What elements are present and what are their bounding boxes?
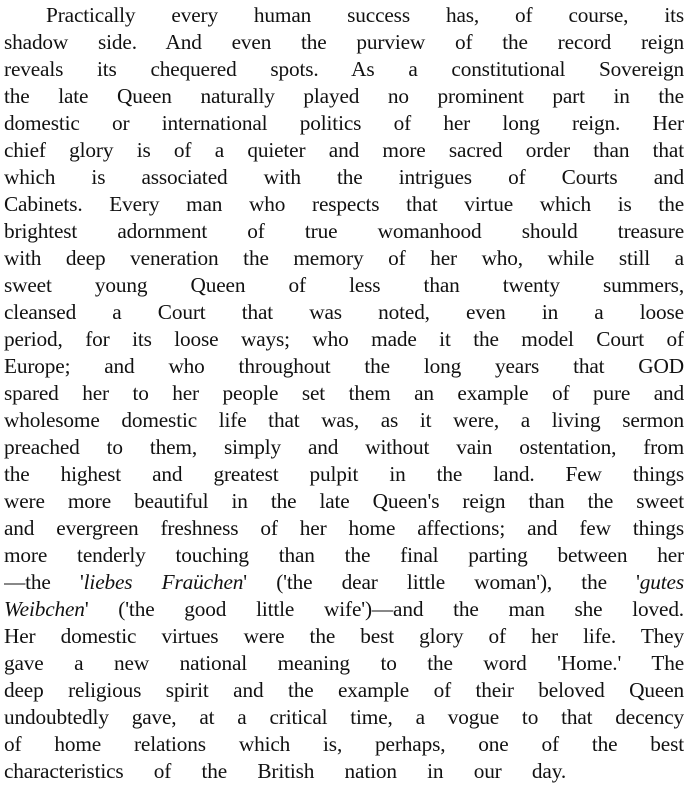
text-line: Her domestic virtues were the best glory of her life. They [4, 624, 684, 648]
text-line-last: characteristics of the British nation in our day. [4, 759, 566, 783]
text-line: sweet young Queen of less than twenty summers, [4, 273, 684, 297]
text-run: ' ('the good little wife')—and the man she loved. [84, 597, 684, 621]
text-line: Europe; and who throughout the long years that GOD [4, 354, 684, 378]
text-line: brightest adornment of true womanhood should treasure [4, 219, 684, 243]
text-line [4, 596, 684, 623]
text-line: shadow side. And even the purview of the record reign [4, 30, 684, 54]
text-line: cleansed a Court that was noted, even in a loose [4, 300, 684, 324]
text-line: of home relations which is, perhaps, one of the best [4, 732, 684, 756]
text-line: preached to them, simply and without vain ostentation, from [4, 435, 684, 459]
text-line: deep religious spirit and the example of their beloved Queen [4, 678, 684, 702]
italic-phrase: Weibchen [4, 597, 85, 621]
document-page [4, 2, 684, 785]
text-line: Practically every human success has, of course, its [46, 3, 684, 27]
text-line: and evergreen freshness of her home affections; and few things [4, 516, 684, 540]
text-line: spared her to her people set them an example of pure and [4, 381, 684, 405]
text-line: undoubtedly gave, at a critical time, a vogue to that decency [4, 705, 684, 729]
text-line: with deep veneration the memory of her who, while still a [4, 246, 684, 270]
text-line: period, for its loose ways; who made it the model Court of [4, 327, 684, 351]
text-line: which is associated with the intrigues of Courts and [4, 165, 684, 189]
text-line: Cabinets. Every man who respects that virtue which is the [4, 192, 684, 216]
italic-phrase: gutes [639, 570, 684, 594]
text-line [4, 569, 684, 596]
text-line: were more beautiful in the late Queen's reign than the sweet [4, 489, 684, 513]
text-line: the highest and greatest pulpit in the land. Few things [4, 462, 684, 486]
text-line: wholesome domestic life that was, as it were, a living sermon [4, 408, 684, 432]
italic-phrase: liebes Fraüchen [83, 570, 244, 594]
text-line: domestic or international politics of her long reign. Her [4, 111, 684, 135]
text-line: reveals its chequered spots. As a constitutional Sovereign [4, 57, 684, 81]
text-run: ' ('the dear little woman'), the ' [243, 570, 640, 594]
text-run: —the ' [4, 570, 84, 594]
text-line: the late Queen naturally played no prominent part in the [4, 84, 684, 108]
text-line: gave a new national meaning to the word 'Home.' The [4, 651, 684, 675]
text-line: more tenderly touching than the final parting between her [4, 543, 684, 567]
text-line: chief glory is of a quieter and more sacred order than that [4, 138, 684, 162]
